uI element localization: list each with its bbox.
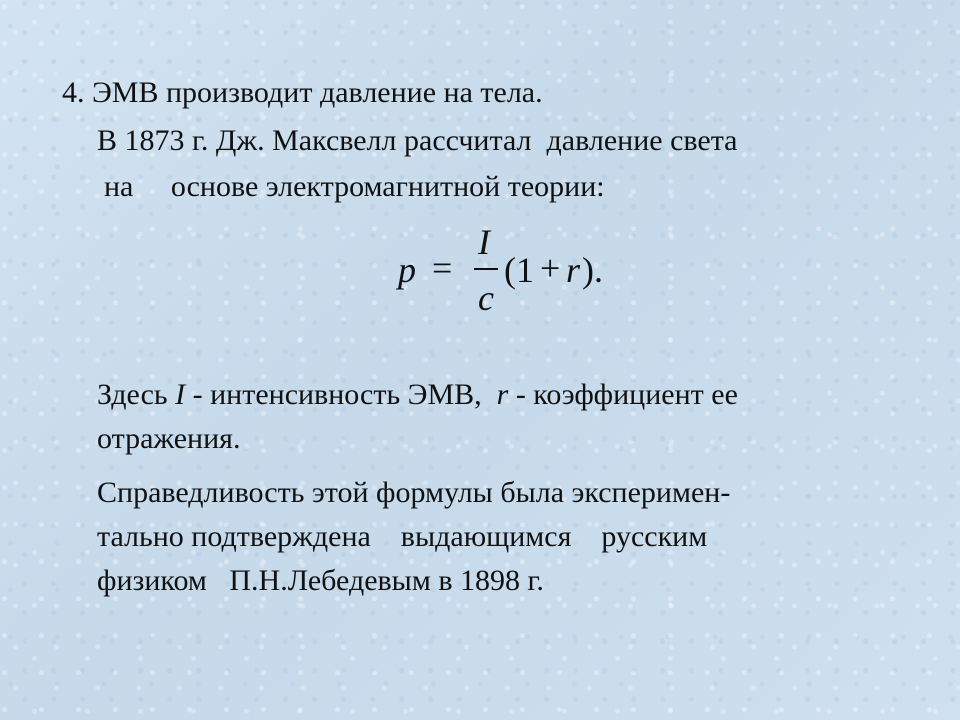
paragraph-2-var-r: r xyxy=(496,378,509,411)
paragraph-2-middle: - интенсивность ЭМВ, xyxy=(185,378,497,411)
paragraph-3-line-2: тально подтверждена выдающимся русским xyxy=(97,520,708,553)
formula-var-r: r xyxy=(566,250,581,290)
paragraph-1-line-2: на основе электромагнитной теории: xyxy=(104,170,605,203)
paragraph-2-line-1 xyxy=(97,378,738,412)
formula-plus: + xyxy=(540,248,561,288)
pressure-formula xyxy=(394,220,634,320)
paragraph-3-line-1: Справедливость этой формулы была эксперимен- xyxy=(97,476,731,509)
formula-numerator: I xyxy=(478,222,490,262)
paragraph-2-var-i: I xyxy=(175,378,186,411)
formula-lhs: p xyxy=(398,250,416,290)
paragraph-1-line-1: В 1873 г. Дж. Максвелл рассчитал давление света xyxy=(97,124,738,157)
paragraph-2-suffix: - коэффициент ее xyxy=(508,378,738,411)
paragraph-2-line-2: отражения. xyxy=(97,422,241,455)
paragraph-3-line-3: физиком П.Н.Лебедевым в 1898 г. xyxy=(97,564,544,597)
slide-heading: 4. ЭМВ производит давление на тела. xyxy=(62,76,543,109)
paragraph-2-prefix: Здесь xyxy=(97,378,176,411)
formula-open-paren: (1 xyxy=(504,250,534,290)
formula-denominator: c xyxy=(478,278,494,318)
formula-equals: = xyxy=(432,248,453,288)
fraction-bar xyxy=(474,268,498,270)
formula-close: ). xyxy=(582,250,603,290)
